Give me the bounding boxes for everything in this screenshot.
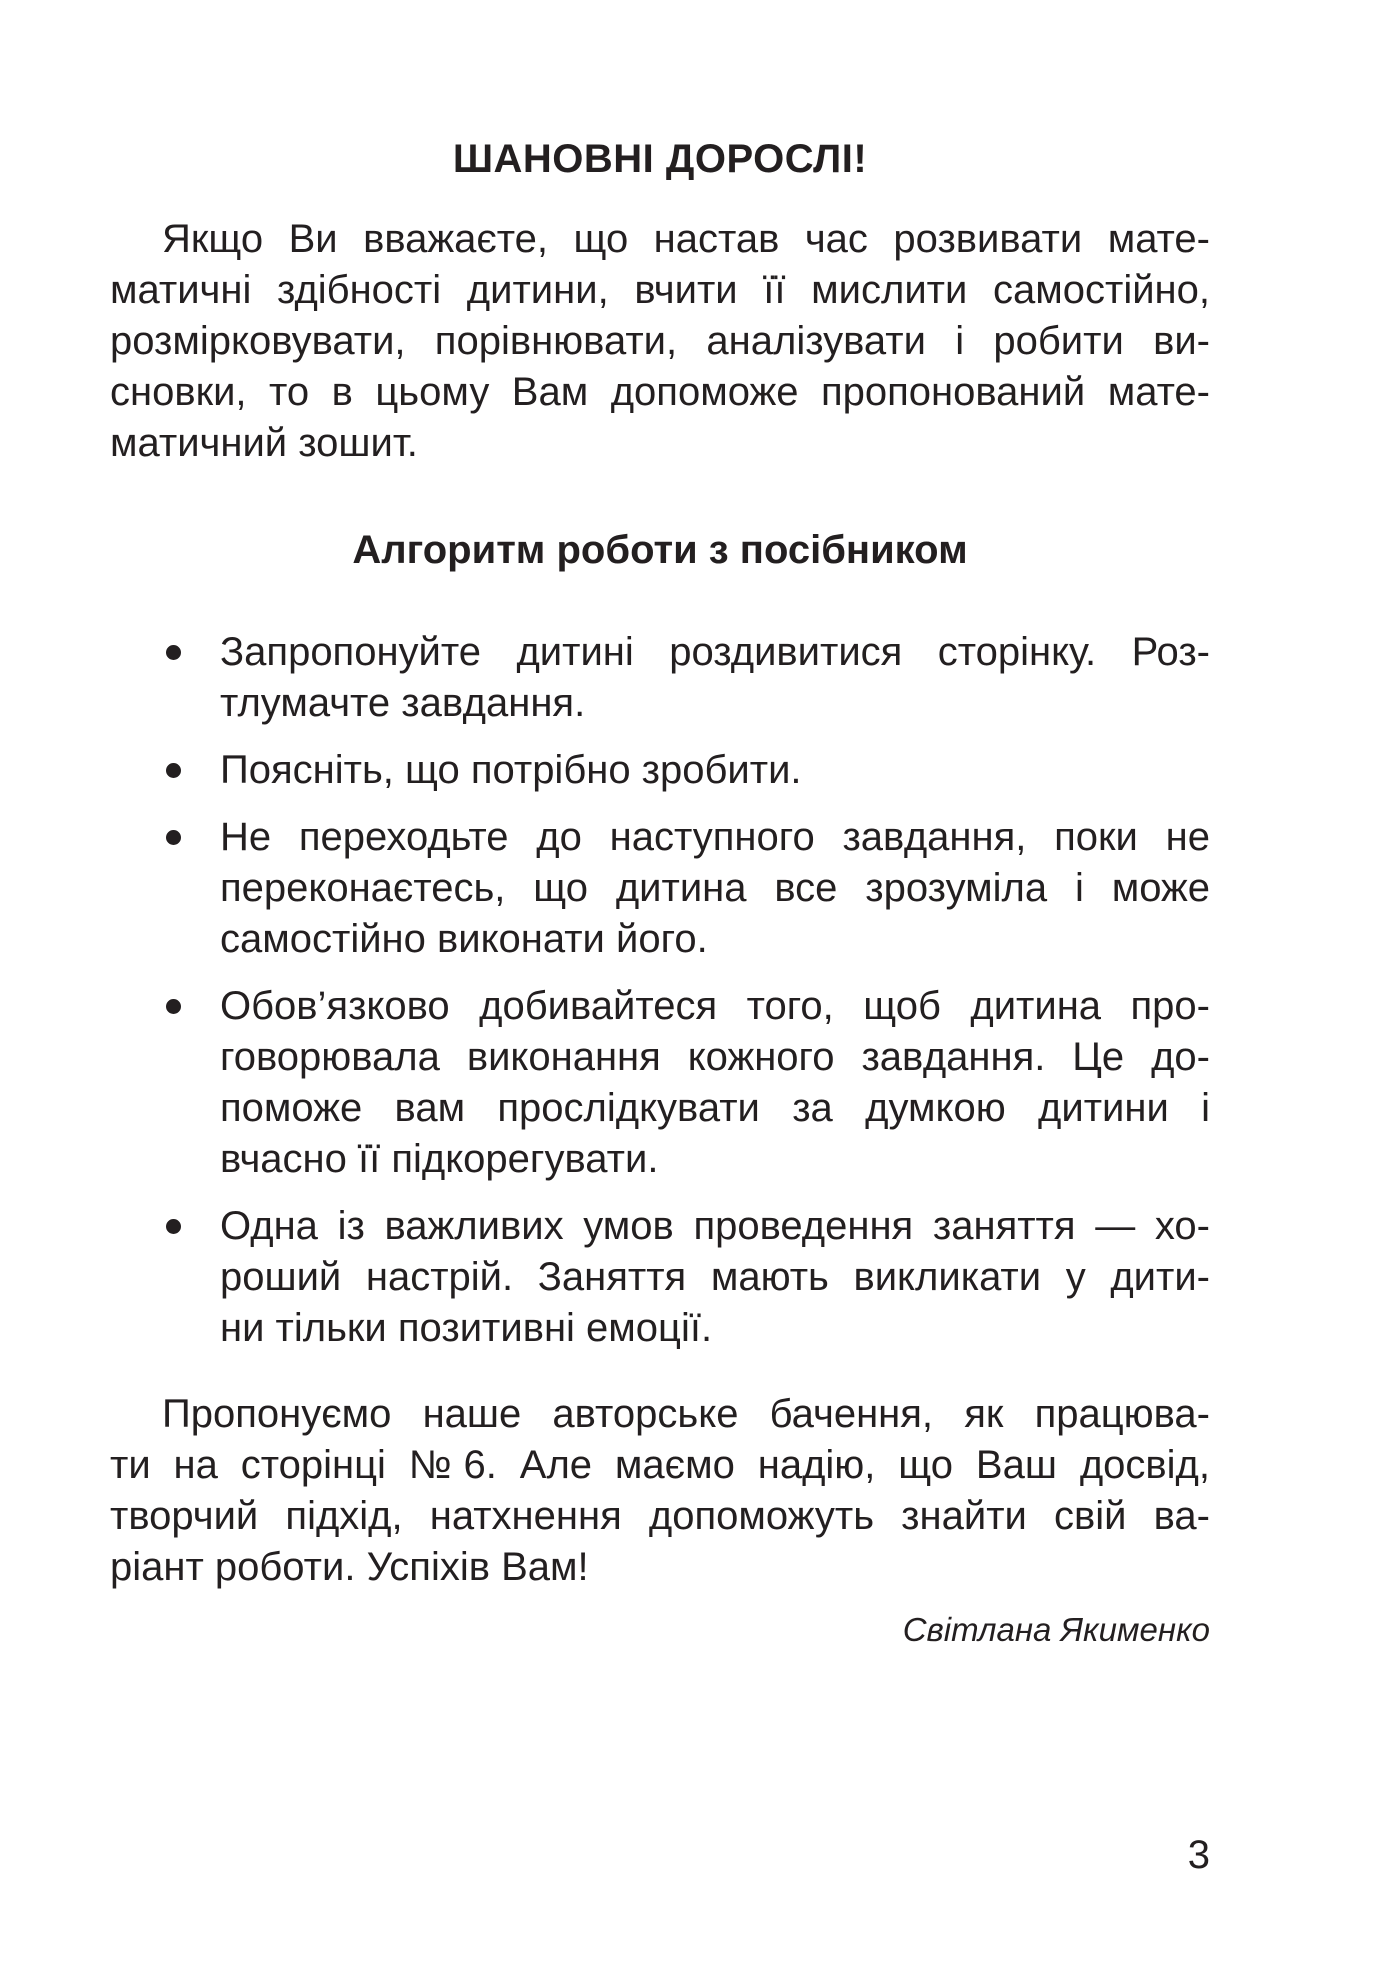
page-heading: ШАНОВНІ ДОРОСЛІ! xyxy=(452,137,868,181)
intro-paragraph xyxy=(110,214,1210,469)
bullet-icon xyxy=(166,999,181,1014)
bullet-icon xyxy=(166,1219,181,1234)
algorithm-list xyxy=(110,627,1210,1370)
intro-line: матичні здібності дитини, вчити її мислити самостійно, xyxy=(110,268,1210,312)
bullet-icon xyxy=(166,645,181,660)
intro-line: Якщо Ви вважаєте, що настав час розвивати мате- xyxy=(162,217,1210,261)
closing-line: творчий підхід, натхнення допоможуть знайти свій ва- xyxy=(110,1494,1210,1538)
list-item-line: поможе вам прослідкувати за думкою дитини і xyxy=(220,1086,1210,1130)
list-item-line: Одна із важливих умов проведення заняття — хо- xyxy=(220,1204,1210,1248)
author-signature: Світлана Якименко xyxy=(902,1611,1210,1648)
list-item xyxy=(110,745,1210,796)
list-item-line: роший настрій. Заняття мають викликати у дити- xyxy=(220,1255,1210,1299)
closing-line: ти на сторінці №6. Але маємо надію, що Ваш досвід, xyxy=(110,1443,1210,1487)
bullet-icon xyxy=(166,763,181,778)
list-item-line: Запропонуйте дитині роздивитися сторінку. Роз- xyxy=(220,630,1210,674)
intro-line: розмірковувати, порівнювати, аналізувати і робити ви- xyxy=(110,319,1210,363)
list-item-line: Не переходьте до наступного завдання, поки не xyxy=(220,815,1210,859)
list-item-line: вчасно її підкорегувати. xyxy=(220,1137,659,1181)
list-item-line: Поясніть, що потрібно зробити. xyxy=(220,748,802,792)
list-item-line: самостійно виконати його. xyxy=(220,917,708,961)
section-subheading: Алгоритм роботи з посібником xyxy=(352,528,968,572)
bullet-icon xyxy=(166,830,181,845)
intro-line: матичний зошит. xyxy=(110,421,418,465)
list-item xyxy=(110,981,1210,1185)
list-item-line: ни тільки позитивні емоції. xyxy=(220,1306,713,1350)
intro-line: сновки, то в цьому Вам допоможе пропонований мате- xyxy=(110,370,1210,414)
list-item xyxy=(110,627,1210,729)
list-item-line: тлумачте завдання. xyxy=(220,681,586,725)
list-item xyxy=(110,812,1210,965)
closing-paragraph xyxy=(110,1389,1210,1593)
list-item-line: говорювала виконання кожного завдання. Це до- xyxy=(220,1035,1210,1079)
list-item-line: Обов’язково добивайтеся того, щоб дитина про- xyxy=(220,984,1210,1028)
closing-line: Пропонуємо наше авторське бачення, як працюва- xyxy=(162,1392,1210,1436)
list-item-line: переконаєтесь, що дитина все зрозуміла і може xyxy=(220,866,1210,910)
list-item xyxy=(110,1201,1210,1354)
closing-line: ріант роботи. Успіхів Вам! xyxy=(110,1545,589,1589)
page-number: 3 xyxy=(1187,1833,1210,1877)
